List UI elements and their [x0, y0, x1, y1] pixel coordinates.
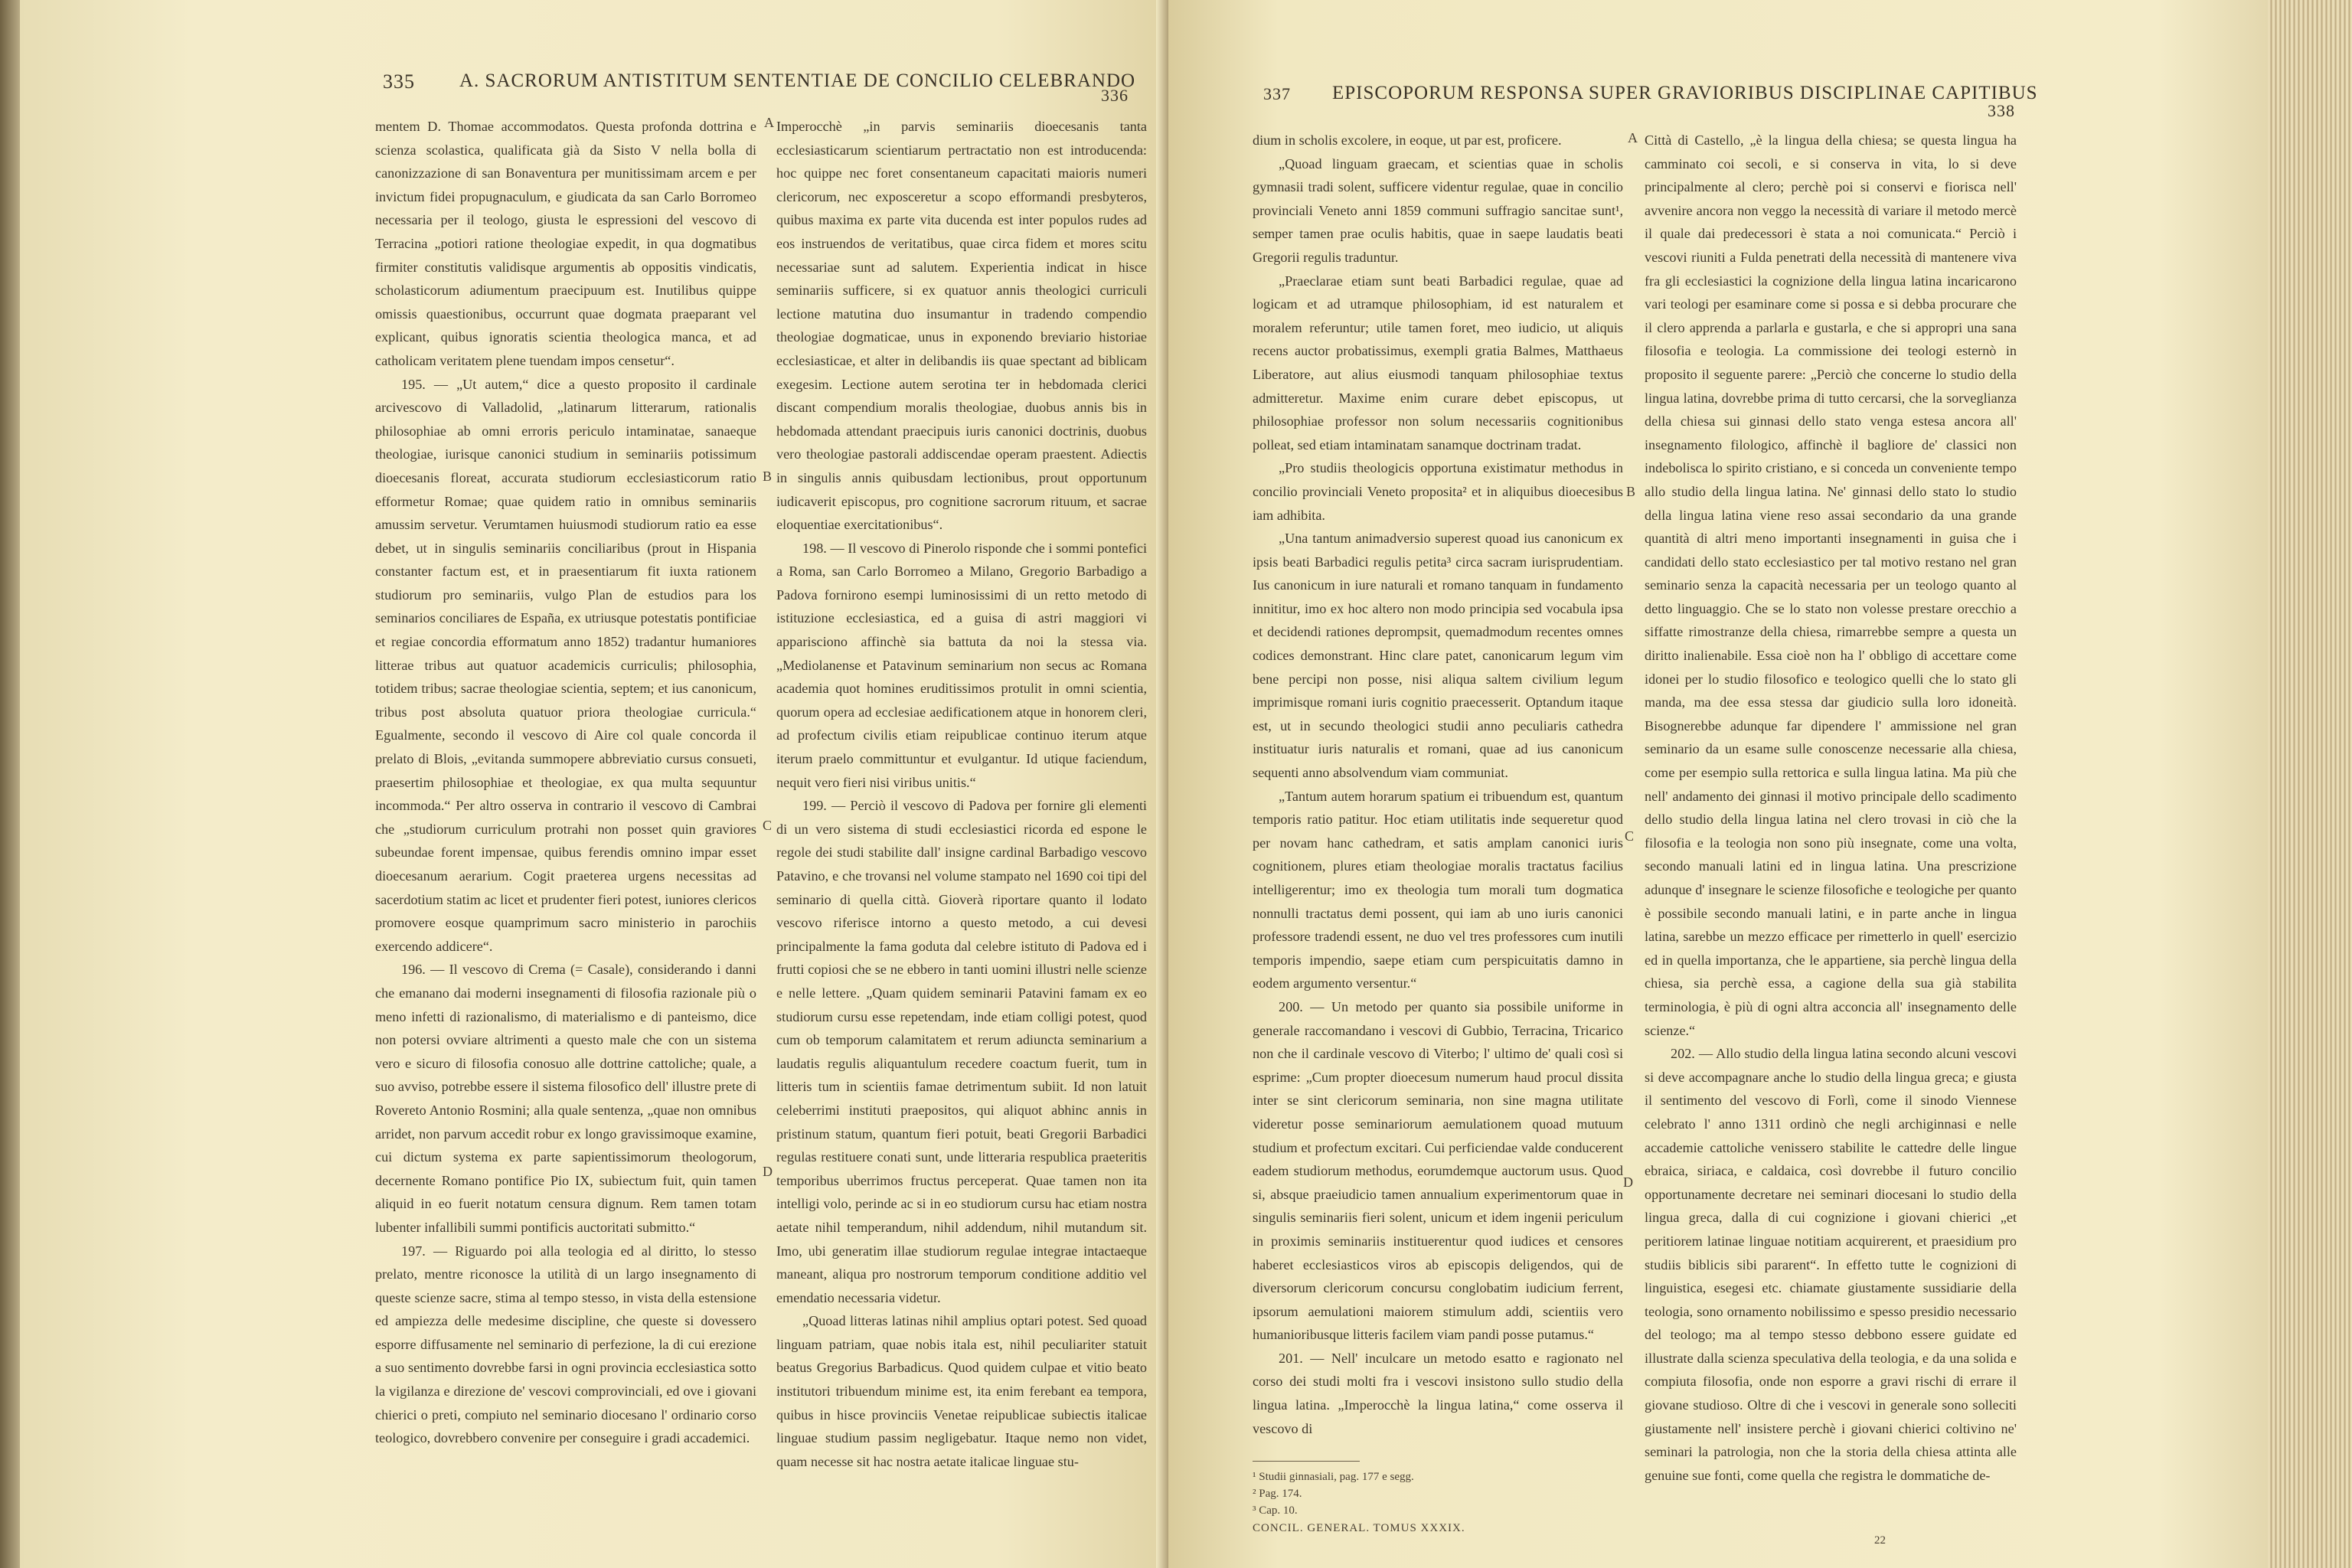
paragraph: mentem D. Thomae accommodatos. Questa profonda dottrina e scienza scolastica, qualificata già da Sisto V nella bolla di canonizzazione di san Bonaventura per munitissimam arcem e per invictum fidei propugnaculum, e giudicata da san Carlo Borromeo necessaria per il teologo, giusta le espressioni del vescovo di Terracina „potiori ratione theologiae expedit, in qua dogmatibus firmiter constitutis validisque argumentis ab oppositis vindicatis, scholasticorum adiumentum praecipuum est. Inutilibus quippe omissis quaestionibus, occurrunt quae dogmata praeparant vel explicant, quibus ignoratis scientia theologica manca, et ad catholicam veritatem plene tuendam impos censetur“. — [375, 119, 756, 368]
volume-footer: CONCIL. GENERAL. TOMUS XXXIX. — [1253, 1522, 1465, 1534]
paragraph-201: 201. — Nell' inculcare un metodo esatto e ragionato nel corso dei studi molti fra i vescovi insistono sullo studio della lingua latina. „Imperocchè la lingua latina,“ come osserva il vescovo di — [1253, 1350, 1623, 1436]
paragraph: „Praeclarae etiam sunt beati Barbadici regulae, quae ad logicam et ad utramque philosophiam, id est naturalem et moralem referuntur; utile tamen foret, meo iudicio, ut aliquis recens auctor probatissimus, exempli gratia Balmes, Matthaeus Liberatore, aut alius eiusmodi tanquam philosophiae textus admitteretur. Maxime enim curare debet episcopus, ut philosophiae professor non solum necessariis cognitionibus polleat, sed etiam intaminatam sanamque doctrinam tradat. — [1253, 273, 1623, 452]
footnote-divider — [1253, 1461, 1360, 1462]
paragraph: „Pro studiis theologicis opportuna existimatur methodus in concilio provinciali Veneto proposita² et in aliquibus dioecesibus iam adhibita. — [1253, 460, 1623, 523]
right-page — [1168, 0, 2268, 1568]
margin-marker-c: C — [1625, 828, 1635, 844]
running-title-right: EPISCOPORUM RESPONSA SUPER GRAVIORIBUS DISCIPLINAE CAPITIBUS — [1332, 83, 2038, 103]
paragraph: „Una tantum animadversio superest quoad ius canonicum ex ipsis beati Barbadici regulis petita³ circa sacram iurisprudentiam. Ius canonicum in iure naturali et romano tanquam in fundamento innititur, imo ex hoc altero non modo principia sed vocabula ipsa et decidendi rationes deprompsit, quemadmodum recentes omnes codices demonstrant. Hinc clare patet, canonicarum legum vim bene percipi non posse, nisi aliqua saltem civilium legum imprimisque romani iuris cognitio praecesserit. Optandum itaque est, ut in secundo theologici studii anno peculiaris cathedra instituatur iuris naturalis et romani, quae ad ius canonicum sequenti anno absolvendum viam communiat. — [1253, 531, 1623, 781]
running-title-left: A. SACRORUM ANTISTITUM SENTENTIAE DE CONCILIO CELEBRANDO — [459, 70, 1136, 91]
left-page-column-2 — [776, 115, 1147, 1473]
paragraph: „Quoad linguam graecam, et scientias quae in scholis gymnasii tradi solent, sufficere videntur regulae, quae in concilio provinciali Veneto anni 1859 communi suffragio sancitae sunt¹, semper tamen prae oculis habitis, quae in saepe laudatis beati Gregorii regulis traduntur. — [1253, 155, 1623, 265]
paragraph: Città di Castello, „è la lingua della chiesa; se questa lingua ha camminato coi secoli, e si conserva in vita, lo si deve principalmente al clero; perchè poi si conservi e fiorisca nell' avvenire ancora non veggo la necessità di variare il metodo mercè il quale dai predecessori è stata a noi comunicata.“ Perciò i vescovi riuniti a Fulda penetrati della necessità di mantenere viva fra gli ecclesiastici la cognizione della lingua latina incaricarono vari teologi per esaminare come si possa e si debba procurare che il clero apprenda a parlarla e gustarla, e che si appropri una sana filosofia e teologia. La commissione dei teologi esternò in proposito il seguente parere: „Perciò che concerne lo studio della lingua latina, dovrebbe prima di tutto cercarsi, che la sorveglianza della chiesa sui ginnasi dello stato venga estesa ancora all' insegnamento filologico, affinchè il bagliore de' classici non indebolisca lo spirito cristiano, e si conceda un conveniente tempo allo studio della lingua latina. Ne' ginnasi dello stato lo studio della lingua latina viene reso assai secondario da una grande quantità di altri meno importanti insegnamenti in guisa che i candidati dello stato ecclesiastico per tal motivo restano nel gran seminario senza la capacità necessaria per un teologo quanto al detto linguaggio. Che se lo stato non volesse prestare orecchio a siffatte rimostranze della chiesa, rimarrebbe sempre a questa un diritto inalienabile. Essa cioè non ha l' obbligo di accettare come idonei per lo studio filosofico e teologico quelli che lo stato gli manda, ma dee essa stessa dar giudicio sulla loro idoneità. Bisognerebbe adunque far dipendere l' ammissione nel gran seminario da un esame sulle conoscenze necessarie alla chiesa, come per esempio sulla rettorica e sulla lingua latina. Ma più che nell' andamento dei ginnasi il motivo principale dello scadimento dello studio della lingua latina nel clero trovasi in ciò che la filosofia e la teologia non sono più insegnate, come una volta, secondo manuali latini ed in lingua latina. Una prescrizione adunque d' insegnare le scienze filosofiche e teologiche per quanto è possibile secondo manuali latini, e in parte anche in lingua latina, sarebbe un mezzo efficace per rimetterlo in quell' esercizio ed in quella importanza, che le appartiene, sia perchè lingua della chiesa, sia perchè essa, a cagione della sua già stabilita terminologia, è più di ogni altra acconcia all' insegnamento delle scienze.“ — [1645, 132, 2017, 1038]
paragraph-197: 197. — Riguardo poi alla teologia ed al diritto, lo stesso prelato, mentre riconosce la utilità di un largo insegnamento di queste scienze sacre, stima al tempo stesso, in vista della estensione ed ampiezza delle medesime discipline, che queste si dovessero esporre diffusamente nel seminario di perfezione, la di cui erezione a suo sentimento dovrebbe farsi in ogni provincia ecclesiastica sotto la vigilanza e direzione de' vescovi comprovinciali, ed ove i giovani chierici o preti, compiuto nel seminario diocesano l' ordinario corso teologico, dovrebbero convenire per conseguire i gradi accademici. — [375, 1243, 756, 1446]
paragraph-196: 196. — Il vescovo di Crema (= Casale), considerando i danni che emanano dai moderni insegnamenti di filosofia razionale più o meno infetti di razionalismo, di materialismo e di panteismo, dice non potersi ovviare altrimenti a questo male che con un sistema vero e sicuro di filosofia conosuo alle dottrine cattoliche; quale, a suo avviso, potrebbe essere il sistema filosofico dell' illustre prete di Rovereto Antonio Rosmini; alla quale sentenza, „quae non omnibus arridet, non parvum accedit robur ex longo gravissimoque examine, cui dictum systema ex parte sapientissimorum theologorum, decernente Romano pontifice Pio IX, subiectum fuit, quin tamen aliquid in eo fuerit notatum censura dignum. Rem tamen totam lubenter infallibili summi pontificis auctoritati submitto.“ — [375, 962, 756, 1235]
footnotes — [1253, 1468, 1620, 1519]
margin-marker-c: C — [763, 818, 773, 833]
paragraph: „Quoad litteras latinas nihil amplius optari potest. Sed quoad linguam patriam, quae nobis itala est, nihil peculiariter statuit beatus Gregorius Barbadicus. Quod quidem culpae et vitio beato institutori tribuendum minime est, ita enim ferebant ea tempora, quibus in hisce provinciis Venetae reipublicae subiectis italicae linguae studium passim negligebatur. Itaque nemo non videt, quam necesse sit hac nostra aetate italicae linguae stu- — [776, 1313, 1147, 1469]
margin-marker-b: B — [1626, 484, 1636, 499]
footnote-1: ¹ Studii ginnasiali, pag. 177 e segg. — [1253, 1471, 1414, 1483]
left-page — [20, 0, 1168, 1568]
page-number-335: 335 — [383, 70, 415, 93]
paragraph-198: 198. — Il vescovo di Pinerolo risponde che i sommi pontefici a Roma, san Carlo Borromeo a Milano, Gregorio Barbadigo a Padova fornirono esempi luminosissimi di un retto metodo di istituzione ecclesiastica, ed a guisa di astri maggiori vi apparisciono affinchè sia battuta da noi la stessa via. „Mediolanense et Patavinum seminarium non secus ac Romana academia quot homines eruditissimos protulit in omni scientia, quorum opera ad ecclesiae aedificationem atque in honorem cleri, ad profectum civilis etiam reipublicae continuo iterum atque iterum praelo committuntur et evulgantur. Id utique faciendum, nequit vero fieri nisi viribus unitis.“ — [776, 540, 1147, 790]
paragraph: „Tantum autem horarum spatium ei tribuendum est, quantum temporis ratio patitur. Hoc etiam utilitatis inde sequeretur quod per novam hanc cathedram, et satis amplam canonici iuris cognitionem, plures etiam theologiae moralis tractatus facilius intelligerentur; imo ex theologia tum morali tum dogmatica nonnulli tractatus demi possent, qui iam ab uno iuris canonici professore tradendi essent, ne duo vel tres professores cum inutili temporis impendio, saepe etiam cum perspicuitatis damno in eodem argumento versentur.“ — [1253, 788, 1623, 991]
margin-marker-a: A — [1628, 130, 1638, 145]
footnote-2: ² Pag. 174. — [1253, 1488, 1302, 1500]
book-edge-right — [2268, 0, 2352, 1568]
footnote-3: ³ Cap. 10. — [1253, 1504, 1298, 1517]
paragraph-199: 199. — Perciò il vescovo di Padova per fornire gli elementi di un vero sistema di studi ecclesiastici ricorda ed espone le regole dei studi stabilite dall' insigne cardinal Barbadigo vescovo Patavino, e che trovansi nel volume stampato nel 1690 coi tipi del seminario di quella città. Gioverà riportare quanto il lodato vescovo riferisce intorno a questo metodo, a cui devesi principalmente la fama goduta dal celebre istituto di Padova ed i frutti copiosi che se ne ebbero in tanti uomini illustri nelle scienze e nelle lettere. „Quam quidem seminarii Patavini famam ex eo studiorum cursu esse repetendam, inde etiam colligi potest, quod cum ob temporum calamitatem et rerum adiuncta seminarium a laudatis regulis aliquantulum recedere coactum fuerit, tum in litteris tum in scientiis famae detrimentum subiit. Id non latuit celeberrimi instituti praepositos, qui aliquot abhinc annis in pristinum statum, quantum fieri potuit, beati Gregorii Barbadici regulas restituere conati sunt, unde litteraria respublica praeteritis temporibus uberrimos fructus perceperat. Quae tamen non ita intelligi volo, perinde ac si in eo studiorum cursu hac etiam nostra aetate nihil temperandum, nihil addendum, nihil mutandum sit. Imo, ubi generatim illae studiorum regulae integrae intactaeque maneant, aliqua pro nostrorum temporum conditione additio vel emendatio necessaria videtur. — [776, 798, 1147, 1305]
paragraph: Imperocchè „in parvis seminariis dioecesanis tanta ecclesiasticarum scientiarum pertractatio non est introducenda: hoc quippe nec foret consentaneum capacitati maioris numeri clericorum, nec exposceretur a scopo efformandi presbyteros, quibus maxima ex parte vita ducenda est inter populos rudes ad eos instruendos de veritatibus, quae circa fidem et mores scitu necessariae sunt ad salutem. Experientia indicat in hisce seminariis sufficere, si ex quatuor annis theologici curriculi lectione matutina duo insumantur in tradendo compendio theologiae dogmaticae, unus in exponendo breviario historiae ecclesiasticae, et alter in delibandis iis quae spectant ad biblicam exegesim. Lectione autem serotina ter in hebdomada clerici discant compendium moralis theologiae, duobus annis bis in hebdomada attendant praecipuis iuris canonici doctrinis, duobus vero theologiae pastorali addiscendae operam praestent. Adiectis in singulis annis quibusdam lectionibus, prout opportunum iudicaverit episcopus, pro cognitione sacrorum rituum, et sacrae eloquentiae exercitationibus“. — [776, 119, 1147, 533]
page-number-338: 338 — [1988, 101, 2015, 120]
paragraph-200: 200. — Un metodo per quanto sia possibile uniforme in generale raccomandano i vescovi di Gubbio, Terracina, Tricarico non che il cardinale vescovo di Viterbo; l' ultimo de' quali così si esprime: „Cum propter dioecesum numerum haud procul dissita inter se sint clericorum seminaria, non sine magna utilitate videretur posse seminariorum aemulationem quoad mutuum studium et profectum excitari. Cui perficiendae valde conducerent eadem studiorum methodus, eorumdemque auctorum usus. Quod si, absque praeiudicio tamen annualium experimentorum quae in singulis seminariis fieri solent, unicum et idem ingenii periculum in proximis seminariis instituerentur quod iudices et censores haberet ecclesiasticos viros ab episcopis deligendos, qui de diversorum clericorum concursu conglobatim iudicium ferrent, ipsorum aemulationi maiorem stimulum addi, scientiis vero humanioribusque litteris facilem viam pandi posse putamus.“ — [1253, 998, 1623, 1343]
paragraph: dium in scholis excolere, in eoque, ut par est, proficere. — [1253, 132, 1562, 148]
right-page-column-1 — [1253, 129, 1623, 1440]
margin-marker-a: A — [764, 115, 774, 130]
margin-marker-d: D — [763, 1164, 773, 1179]
right-page-column-2 — [1645, 129, 2017, 1487]
paragraph-202: 202. — Allo studio della lingua latina secondo alcuni vescovi si deve accompagnare anche lo studio della lingua greca; e giusta il sentimento del vescovo di Forlì, come il sinodo Viennese celebrato l' anno 1311 ordinò che negli archiginnasi e nelle accademie cattoliche venissero stabilite le cattedre delle lingue ebraica, siriaca, e caldaica, così dovrebbe il futuro concilio opportunamente decretare nei seminari diocesani lo studio della lingua greca, dalla di cui cognizione i giovani chierici „et peritiorem latinae linguae notitiam acquirerent, et praesidium pro studiis biblicis sibi pararent“. In effetto tutte le cognizioni di linguistica, esegesi etc. chiamate giustamente sussidiarie della teologia, sono ornamento nobilissimo e spesso presidio necessario del teologo; ma al tempo stesso debbono essere guidate ed illustrate dalla scienza speculativa della teologia, e da una solida e compiuta filosofia, onde non esporre a gravi rischi di errare il giovane studioso. Oltre di che i vescovi in generale sono solleciti giustamente nell' insistere perchè i giovani chierici coltivino ne' seminari la patrologia, non che la storia della chiesa attinta alle genuine sue fonti, come quella che registra le dommatiche de- — [1645, 1046, 2017, 1483]
page-number-336: 336 — [1101, 86, 1129, 105]
paragraph-195: 195. — „Ut autem,“ dice a questo proposito il cardinale arcivescovo di Valladolid, „latinarum litterarum, rationalis philosophiae ab omni erroris periculo intaminatae, sanaeque theologiae, iurisque canonici studium in seminariis potissimum dioecesanis floreat, accurata studiorum ecclesiasticorum ratio efformetur Romae; quae quidem ratio in omnibus seminariis amussim servetur. Verumtamen huiusmodi studiorum ratio ea esse debet, ut in singulis seminariis conciliaribus (prout in Hispania constanter factum est, et in praesentiarum fit iuxta rationem studiorum pro seminariis, vulgo Plan de estudios para los seminarios conciliares de España, ex utriusque potestatis pontificiae et regiae concordia efformatum anno 1852) tradantur humaniores litterae tribus aut quatuor academicis curriculis; philosophia, totidem tribus; sacrae theologiae scientia, septem; et ius canonicum, tribus post absoluta quatuor priora theologiae curricula.“ Egualmente, secondo il vescovo di Aire col quale concorda il prelato di Blois, „evitanda summopere abbreviatio cursus consueti, praesertim philosophiae et theologiae, ex qua multa sequuntur incommoda.“ Per altro osserva in contrario il vescovo di Cambrai che „studiorum curriculum protrahi non posset quin graviores subeundae forent impensae, quibus ferendis omnino impar esset dioecesanum aerarium. Cogit praeterea urgens necessitas ad sacerdotium statim ac licet et prudenter fieri potest, iuniores clericos promovere eosque quamprimum sacro ministerio in parochiis exercendo addicere“. — [375, 376, 756, 954]
signature-mark: 22 — [1874, 1534, 1886, 1547]
margin-marker-b: B — [763, 469, 773, 484]
margin-marker-d: D — [1623, 1174, 1633, 1190]
book-edge-left — [0, 0, 20, 1568]
page-number-337: 337 — [1263, 84, 1291, 103]
left-page-column-1 — [375, 115, 756, 1450]
